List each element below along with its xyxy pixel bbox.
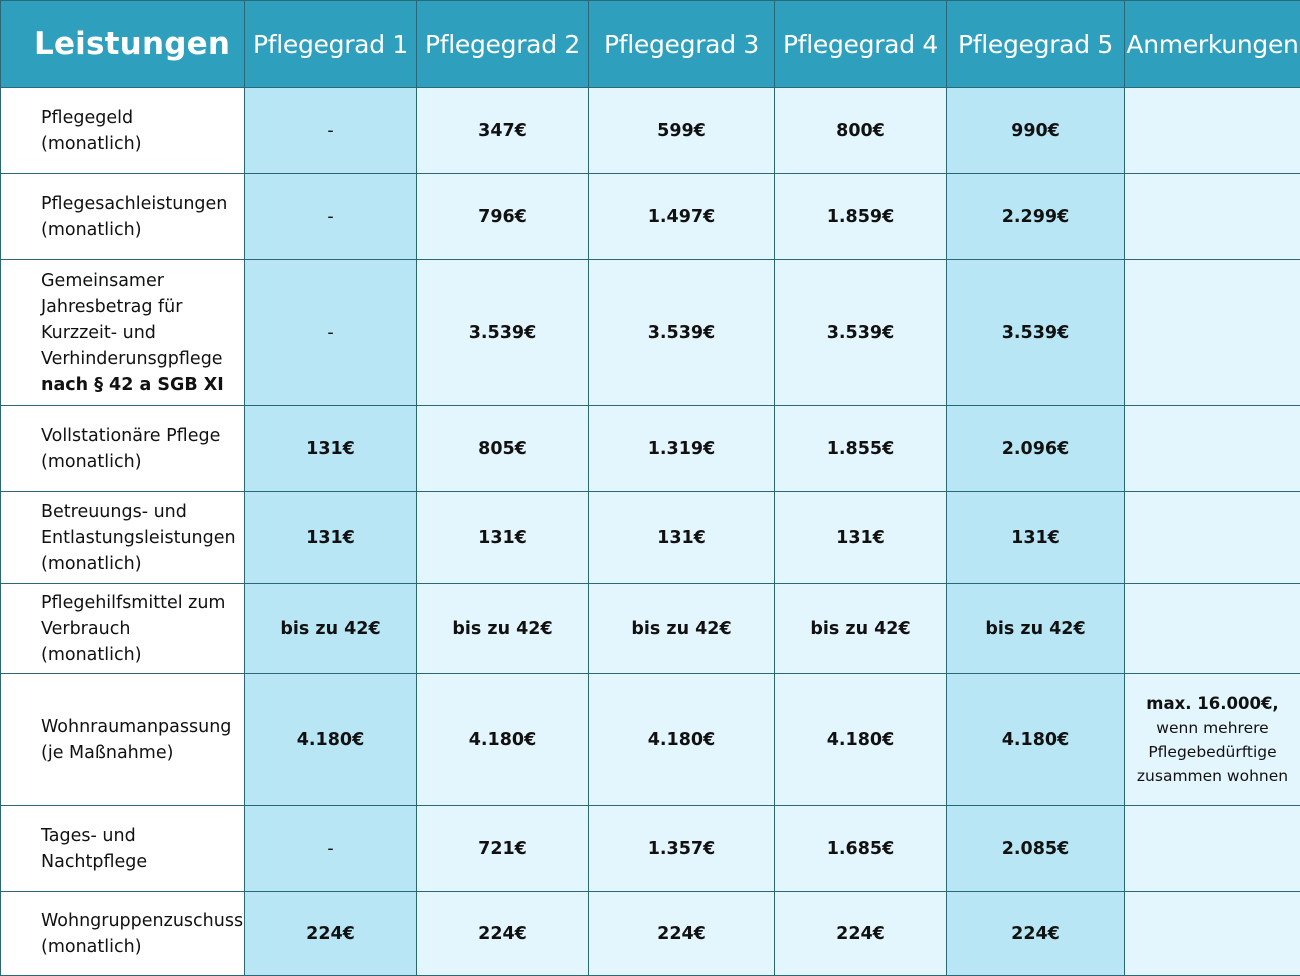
column-header-leistungen: Leistungen bbox=[1, 1, 245, 88]
value-cell-pflegegrad-3: 599€ bbox=[589, 88, 775, 174]
value-cell-pflegegrad-3: 1.319€ bbox=[589, 406, 775, 492]
value-cell-pflegegrad-1: 4.180€ bbox=[245, 674, 417, 806]
column-header-pflegegrad-1: Pflegegrad 1 bbox=[245, 1, 417, 88]
value-cell-pflegegrad-1: - bbox=[245, 260, 417, 406]
note-cell bbox=[1125, 174, 1300, 260]
value-cell-pflegegrad-4: 131€ bbox=[775, 492, 947, 584]
table-row bbox=[1, 584, 1300, 674]
table-row bbox=[1, 260, 1300, 406]
value-cell-pflegegrad-4: 3.539€ bbox=[775, 260, 947, 406]
row-label bbox=[1, 260, 245, 406]
row-label-line: Nachtpflege bbox=[41, 851, 148, 872]
row-label-line: Wohngruppenzuschuss bbox=[41, 910, 244, 931]
value-cell-pflegegrad-5: 224€ bbox=[947, 892, 1125, 976]
value-cell-pflegegrad-2: 4.180€ bbox=[417, 674, 589, 806]
row-label-line: (monatlich) bbox=[41, 936, 142, 957]
table-row bbox=[1, 674, 1300, 806]
note-cell bbox=[1125, 584, 1300, 674]
row-label-line: Pflegesachleistungen bbox=[41, 193, 228, 214]
row-label-line: Pflegegeld (monatlich) bbox=[41, 107, 142, 154]
column-header-anmerkungen: Anmerkungen bbox=[1125, 1, 1300, 88]
value-cell-pflegegrad-3: 3.539€ bbox=[589, 260, 775, 406]
value-cell-pflegegrad-1: 131€ bbox=[245, 406, 417, 492]
note-cell bbox=[1125, 88, 1300, 174]
value-cell-pflegegrad-2: 347€ bbox=[417, 88, 589, 174]
value-cell-pflegegrad-5: 2.096€ bbox=[947, 406, 1125, 492]
row-label-line: Vollstationäre Pflege bbox=[41, 425, 221, 446]
value-cell-pflegegrad-4: 800€ bbox=[775, 88, 947, 174]
value-cell-pflegegrad-4: 1.685€ bbox=[775, 806, 947, 892]
row-label-line: Gemeinsamer bbox=[41, 270, 164, 291]
table-row bbox=[1, 806, 1300, 892]
value-cell-pflegegrad-5: bis zu 42€ bbox=[947, 584, 1125, 674]
value-cell-pflegegrad-2: 3.539€ bbox=[417, 260, 589, 406]
note-bold-line: max. 16.000€, bbox=[1146, 693, 1279, 713]
table-header-row bbox=[1, 1, 1300, 88]
row-label-bold-line: nach § 42 a SGB XI bbox=[41, 374, 224, 395]
row-label bbox=[1, 806, 245, 892]
value-cell-pflegegrad-2: 721€ bbox=[417, 806, 589, 892]
value-cell-pflegegrad-5: 4.180€ bbox=[947, 674, 1125, 806]
row-label-line: (monatlich) bbox=[41, 219, 142, 240]
value-cell-pflegegrad-5: 131€ bbox=[947, 492, 1125, 584]
value-cell-pflegegrad-5: 2.085€ bbox=[947, 806, 1125, 892]
note-cell bbox=[1125, 892, 1300, 976]
value-cell-pflegegrad-3: 1.357€ bbox=[589, 806, 775, 892]
value-cell-pflegegrad-1: - bbox=[245, 174, 417, 260]
row-label bbox=[1, 174, 245, 260]
value-cell-pflegegrad-1: - bbox=[245, 88, 417, 174]
value-cell-pflegegrad-4: bis zu 42€ bbox=[775, 584, 947, 674]
row-label-line: Wohnraumanpassung bbox=[41, 716, 232, 737]
row-label-line: Verbrauch (monatlich) bbox=[41, 618, 142, 665]
row-label bbox=[1, 406, 245, 492]
value-cell-pflegegrad-1: 224€ bbox=[245, 892, 417, 976]
note-cell bbox=[1125, 806, 1300, 892]
row-label-line: Tages- und bbox=[41, 825, 136, 846]
value-cell-pflegegrad-3: 4.180€ bbox=[589, 674, 775, 806]
row-label bbox=[1, 492, 245, 584]
table-row bbox=[1, 174, 1300, 260]
value-cell-pflegegrad-3: bis zu 42€ bbox=[589, 584, 775, 674]
row-label-line: Verhinderunsgpflege bbox=[41, 348, 223, 369]
table-row bbox=[1, 492, 1300, 584]
row-label bbox=[1, 88, 245, 174]
value-cell-pflegegrad-2: bis zu 42€ bbox=[417, 584, 589, 674]
value-cell-pflegegrad-4: 1.855€ bbox=[775, 406, 947, 492]
row-label bbox=[1, 674, 245, 806]
column-header-pflegegrad-2: Pflegegrad 2 bbox=[417, 1, 589, 88]
row-label-line: Pflegehilfsmittel zum bbox=[41, 592, 226, 613]
row-label-line: Entlastungsleistungen bbox=[41, 527, 236, 548]
value-cell-pflegegrad-1: bis zu 42€ bbox=[245, 584, 417, 674]
value-cell-pflegegrad-2: 805€ bbox=[417, 406, 589, 492]
value-cell-pflegegrad-3: 1.497€ bbox=[589, 174, 775, 260]
note-cell bbox=[1125, 492, 1300, 584]
row-label bbox=[1, 892, 245, 976]
note-cell bbox=[1125, 674, 1300, 806]
value-cell-pflegegrad-2: 224€ bbox=[417, 892, 589, 976]
row-label-line: Kurzzeit- und bbox=[41, 322, 156, 343]
value-cell-pflegegrad-5: 3.539€ bbox=[947, 260, 1125, 406]
row-label-line: Betreuungs- und bbox=[41, 501, 187, 522]
value-cell-pflegegrad-5: 990€ bbox=[947, 88, 1125, 174]
note-line: wenn mehrere bbox=[1156, 718, 1269, 737]
note-line: zusammen wohnen bbox=[1136, 766, 1289, 785]
row-label-line: (monatlich) bbox=[41, 553, 142, 574]
row-label-line: Jahresbetrag für bbox=[41, 296, 183, 317]
column-header-pflegegrad-3: Pflegegrad 3 bbox=[589, 1, 775, 88]
column-header-pflegegrad-5: Pflegegrad 5 bbox=[947, 1, 1125, 88]
note-cell bbox=[1125, 406, 1300, 492]
note-line: Pflegebedürftige bbox=[1148, 742, 1277, 761]
value-cell-pflegegrad-3: 131€ bbox=[589, 492, 775, 584]
value-cell-pflegegrad-4: 1.859€ bbox=[775, 174, 947, 260]
value-cell-pflegegrad-1: - bbox=[245, 806, 417, 892]
value-cell-pflegegrad-3: 224€ bbox=[589, 892, 775, 976]
table-row bbox=[1, 406, 1300, 492]
note-cell bbox=[1125, 260, 1300, 406]
column-header-pflegegrad-4: Pflegegrad 4 bbox=[775, 1, 947, 88]
table-row bbox=[1, 88, 1300, 174]
value-cell-pflegegrad-4: 224€ bbox=[775, 892, 947, 976]
value-cell-pflegegrad-1: 131€ bbox=[245, 492, 417, 584]
value-cell-pflegegrad-2: 796€ bbox=[417, 174, 589, 260]
value-cell-pflegegrad-2: 131€ bbox=[417, 492, 589, 584]
value-cell-pflegegrad-5: 2.299€ bbox=[947, 174, 1125, 260]
table-row bbox=[1, 892, 1300, 976]
value-cell-pflegegrad-4: 4.180€ bbox=[775, 674, 947, 806]
row-label-line: (je Maßnahme) bbox=[41, 742, 174, 763]
row-label bbox=[1, 584, 245, 674]
row-label-line: (monatlich) bbox=[41, 451, 142, 472]
